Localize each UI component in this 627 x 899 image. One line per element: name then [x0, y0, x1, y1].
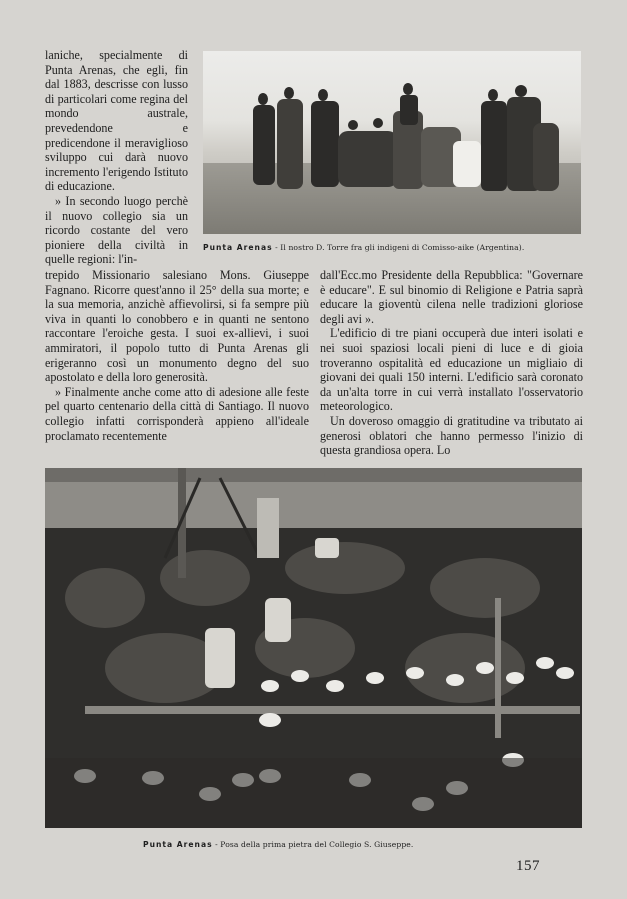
- photo-missionary-with-natives: [203, 51, 581, 234]
- paragraph: L'edificio di tre piani occuperà due interi isolati e nei suoi spaziosi locali pieni di luce e di gioia troveranno ospitalità ed educazione un migliaio di giovani dei quali 150 interni. L'edificio sarà coronato da un'alta torre in cui verrà installato l'osservatorio meteorologico.: [320, 326, 583, 414]
- paragraph: » Finalmente anche come atto di adesione alle feste pel quarto centenario della città di Santiago. Il nuovo collegio infatti corrisponderà appieno all'ideale proclamato recentemente: [45, 384, 309, 443]
- paragraph: trepido Missionario salesiano Mons. Giuseppe Fagnano. Ricorre quest'anno il 25° della sua morte; e la sua memoria, anzichè affievolirsi, si fa sempre più viva in quanti lo conobbero e in quanti ne sentono raccontare l'eroiche gesta. I suoi ex-allievi, i suoi ammiratori, il popolo tutto di Punta Arenas gli erigeranno così un monumento degno del suo apostolato e della loro generosità.: [45, 268, 309, 385]
- text-column-right: [320, 268, 583, 458]
- photo-missionary-with-natives-image: [203, 51, 581, 234]
- paragraph: laniche, specialmente di Punta Arenas, che egli, fin dal 1883, descrisse con lusso di particolari come regina del mondo australe, prevedendone e predicendone il meraviglioso sviluppo cui darà nuovo incremento l'erigendo Istituto di educazione.: [45, 48, 188, 194]
- photo-caption-top: [203, 243, 524, 252]
- paragraph: » In secondo luogo perchè il nuovo collegio sia un ricordo costante del vero pioniere della civiltà in quelle regioni: l'in-: [45, 193, 188, 267]
- paragraph: Un doveroso omaggio di gratitudine va tributato ai generosi oblatori che hanno permesso l'inizio di questa grandiosa opera. Lo: [320, 413, 583, 458]
- photo-cornerstone-ceremony-image: [45, 468, 582, 828]
- text-column-top-left: [45, 48, 188, 267]
- caption-place: Punta Arenas: [143, 840, 213, 849]
- photo-caption-bottom: [143, 840, 413, 849]
- caption-text: - Posa della prima pietra del Collegio S. Giuseppe.: [212, 840, 414, 849]
- photo-cornerstone-ceremony: [45, 468, 582, 828]
- caption-text: - Il nostro D. Torre fra gli indigeni di Comisso-aike (Argentina).: [272, 243, 525, 252]
- text-column-left: [45, 268, 309, 443]
- paragraph: dall'Ecc.mo Presidente della Repubblica: "Governare è educare". E sul binomio di Religione e Patria saprà educare la gioventù cilena nelle tradizioni gloriose degli avi ».: [320, 268, 583, 326]
- caption-place: Punta Arenas: [203, 243, 273, 252]
- page-number: 157: [516, 858, 540, 874]
